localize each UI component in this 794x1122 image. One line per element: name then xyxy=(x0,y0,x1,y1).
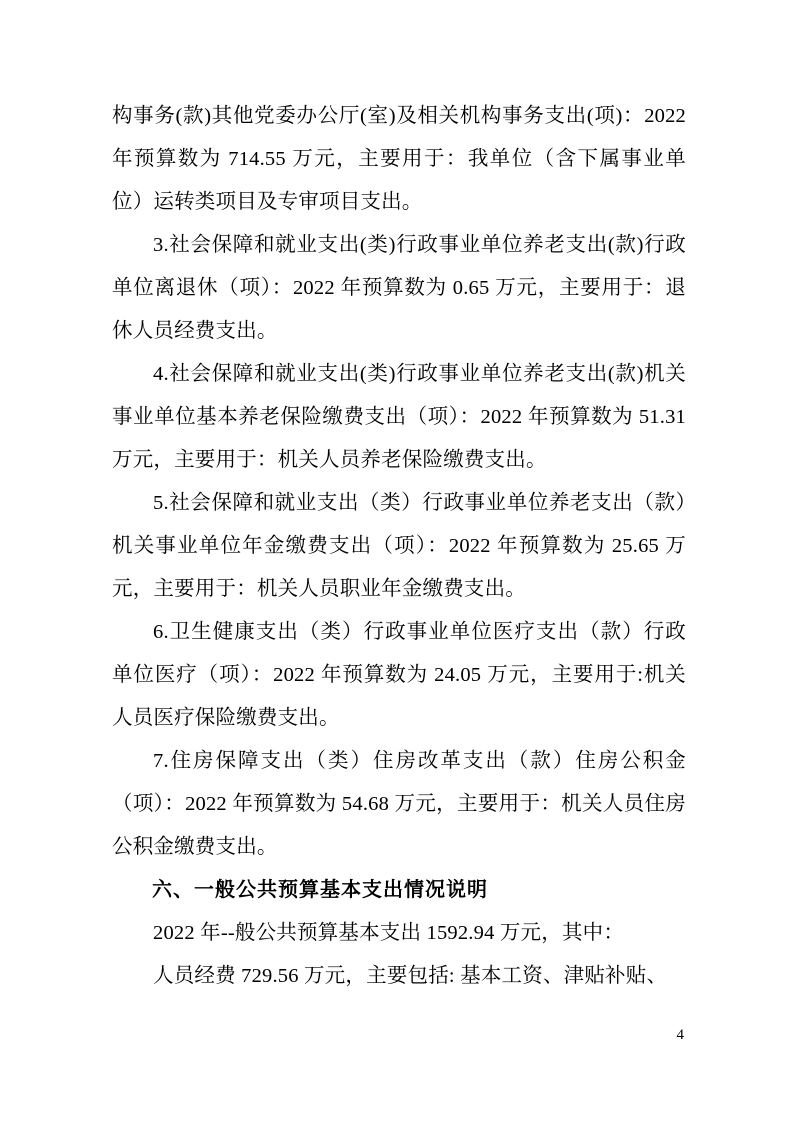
paragraph-item-5: 5.社会保障和就业支出（类）行政事业单位养老支出（款）机关事业单位年金缴费支出（项）：2022 年预算数为 25.65 万元，主要用于：机关人员职业年金缴费支出。 xyxy=(112,492,686,600)
document-body xyxy=(112,95,686,998)
section-heading-six: 六、一般公共预算基本支出情况说明 xyxy=(152,879,488,901)
paragraph-personnel-expenses: 人员经费 729.56 万元，主要包括: 基本工资、津贴补贴、 xyxy=(153,965,668,987)
paragraph-item-3: 3.社会保障和就业支出(类)行政事业单位养老支出(款)行政单位离退休（项）：2022 年预算数为 0.65 万元，主要用于：退休人员经费支出。 xyxy=(112,234,686,342)
paragraph-continued: 构事务(款)其他党委办公厅(室)及相关机构事务支出(项)：2022 年预算数为 714.55 万元，主要用于：我单位（含下属事业单位）运转类项目及专审项目支出。 xyxy=(112,105,686,213)
paragraph-basic-expenditure-total: 2022 年--般公共预算基本支出 1592.94 万元，其中： xyxy=(153,922,625,944)
paragraph-item-6: 6.卫生健康支出（类）行政事业单位医疗支出（款）行政单位医疗（项）：2022 年预算数为 24.05 万元，主要用于:机关人员医疗保险缴费支出。 xyxy=(112,621,686,729)
page-number: 4 xyxy=(676,1027,684,1043)
paragraph-item-7: 7.住房保障支出（类）住房改革支出（款）住房公积金（项）：2022 年预算数为 54.68 万元，主要用于：机关人员住房公积金缴费支出。 xyxy=(112,750,686,858)
paragraph-item-4: 4.社会保障和就业支出(类)行政事业单位养老支出(款)机关事业单位基本养老保险缴费支出（项）：2022 年预算数为 51.31 万元，主要用于：机关人员养老保险缴费支出。 xyxy=(112,363,686,471)
